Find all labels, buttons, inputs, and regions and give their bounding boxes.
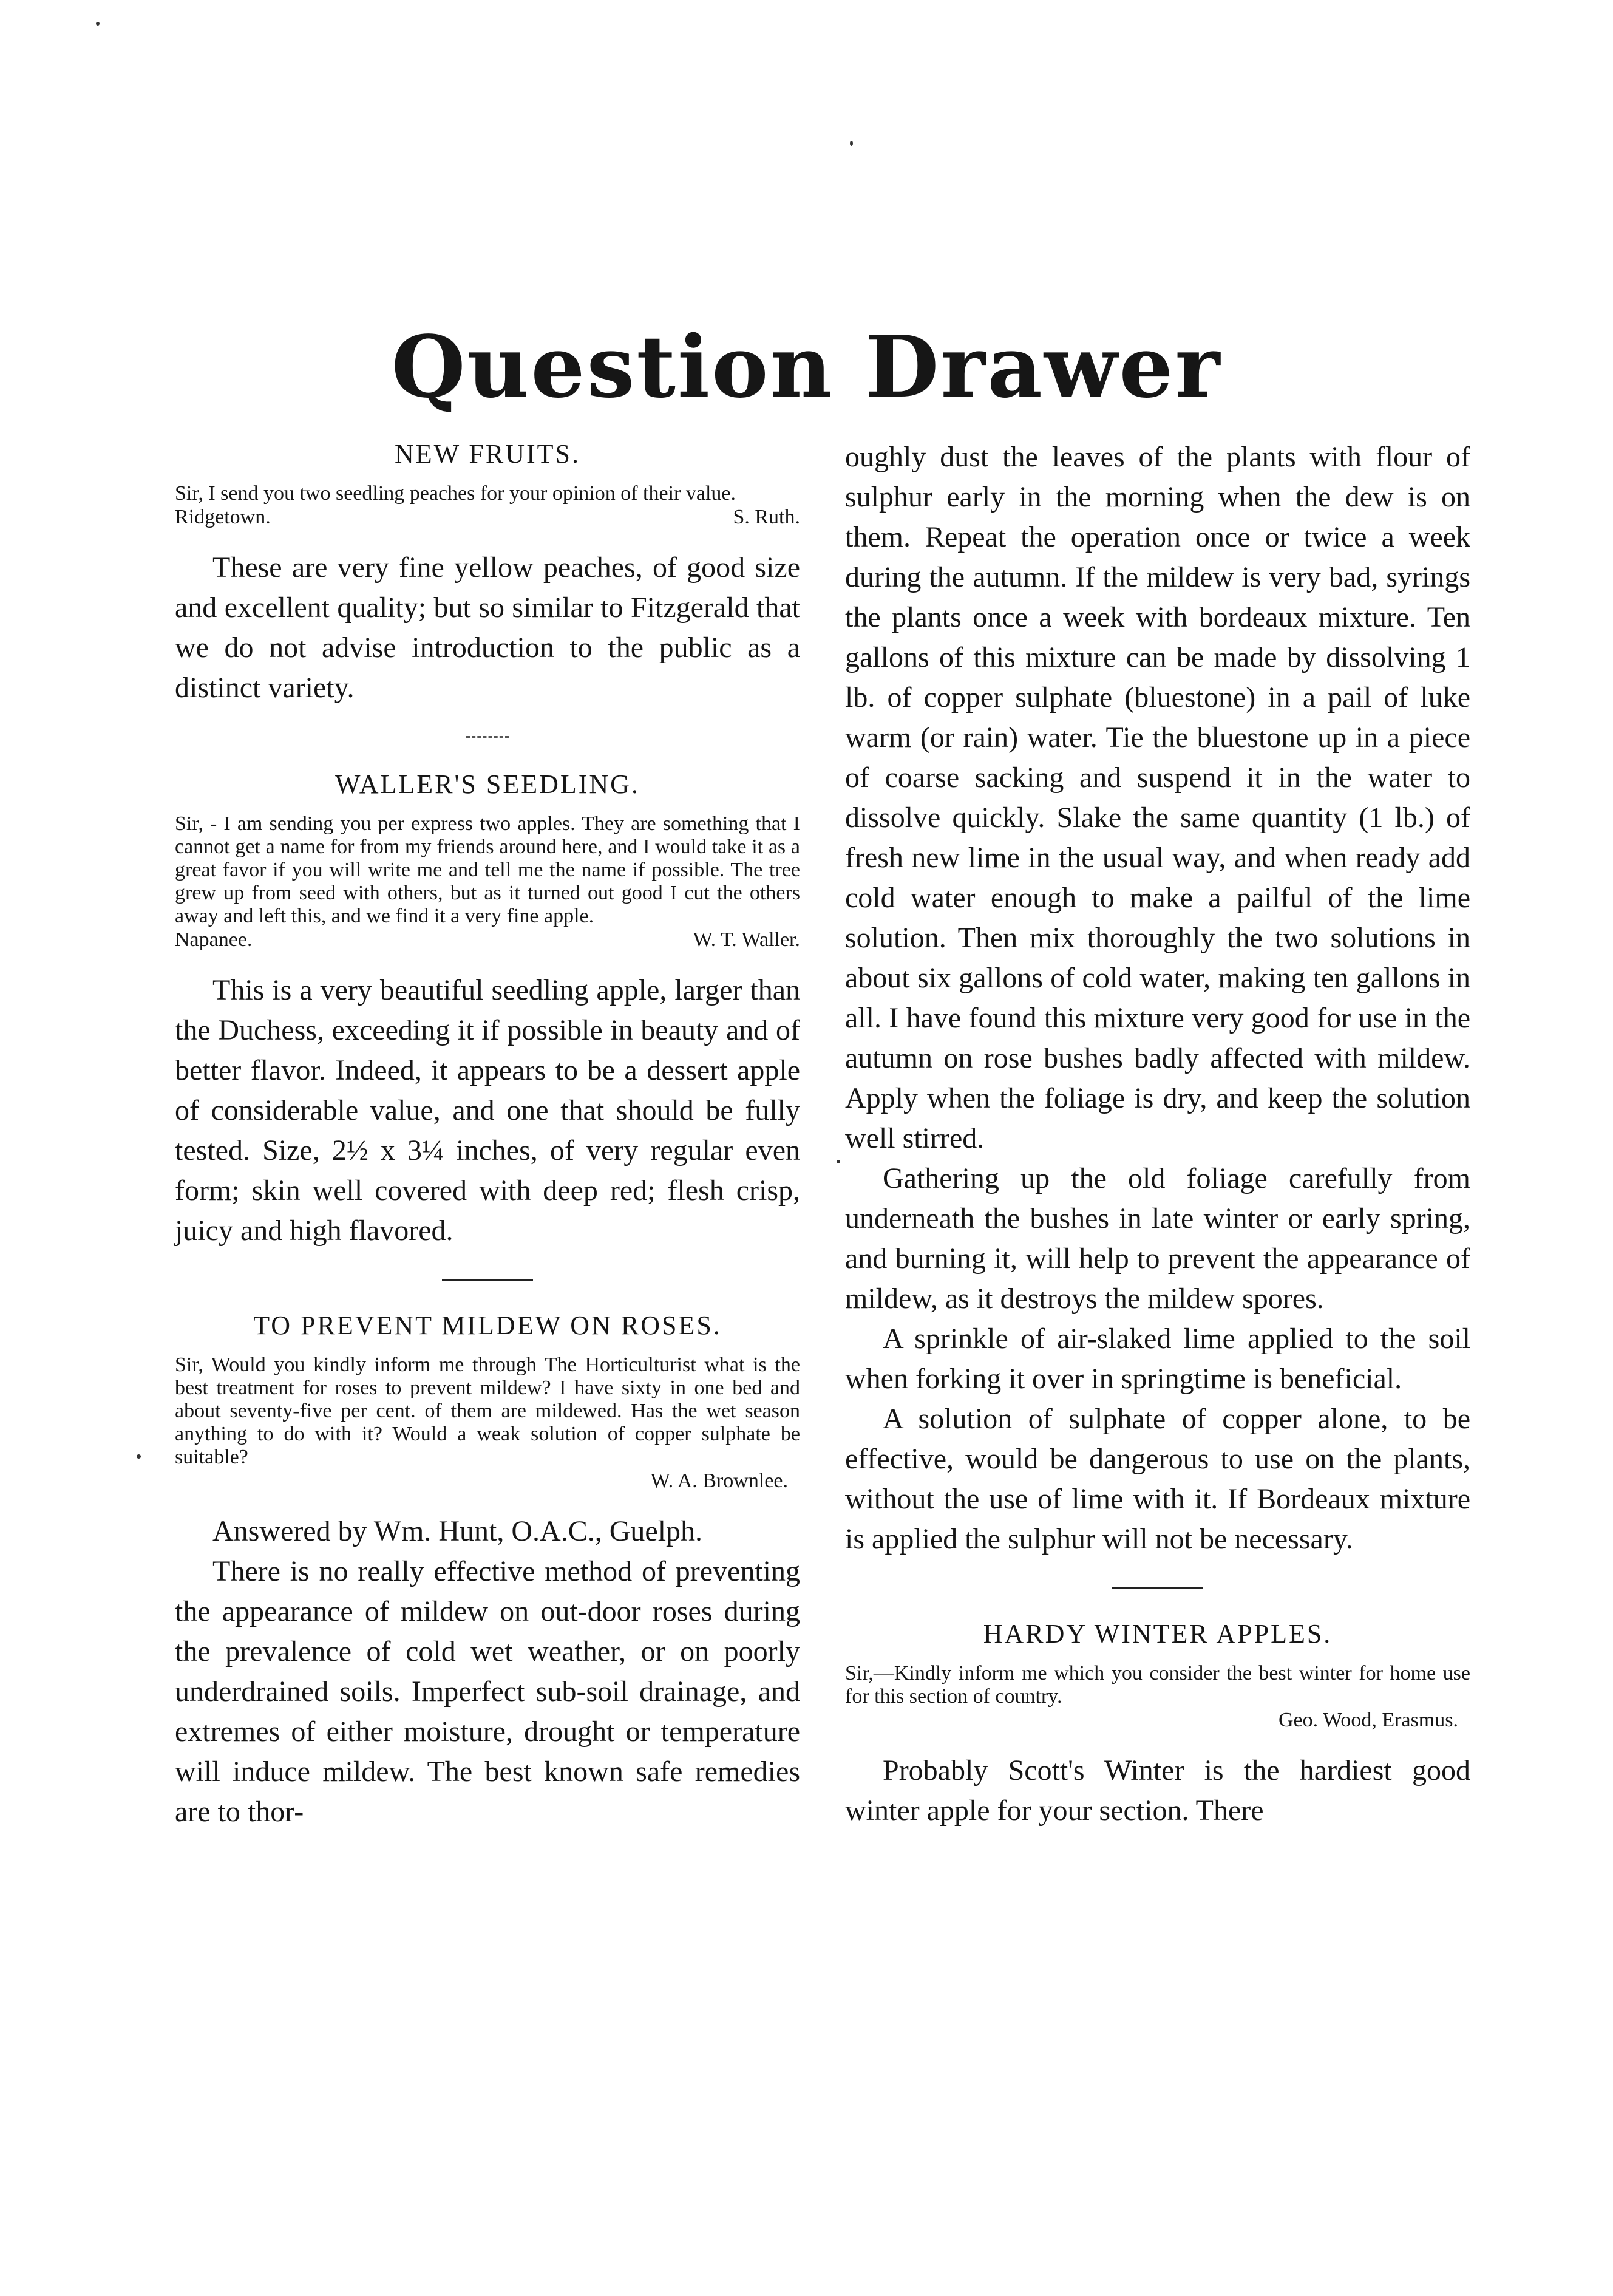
print-speck (137, 1454, 141, 1459)
reader-letter: Sir, - I am sending you per express two apples. They are something that I cannot get a name for from my friends around here, and I would take it as a great favor if you will write me and tell me the name if possible. The tree grew up from seed with others, but as it turned out good I cut the others away and left this, and we find it a very fine apple. (175, 812, 800, 927)
print-speck (96, 22, 100, 26)
section-divider (1112, 1587, 1203, 1589)
section-heading: HARDY WINTER APPLES. (983, 1619, 1333, 1649)
editor-answer: Probably Scott's Winter is the hardiest good winter apple for your section. There (845, 1754, 1470, 1827)
editor-answer-paragraph: Gathering up the old foliage carefully from underneath the bushes in late winter or early spring, and burning it, will help to prevent the appearance of mildew, as it destroys the mildew spores. (845, 1162, 1470, 1315)
letter-place: Ridgetown. (175, 506, 271, 528)
section-mildew (175, 1309, 800, 1832)
letter-signature-line (175, 505, 800, 530)
section-hardy-apples (845, 1617, 1470, 1831)
letter-signature: Geo. Wood, Erasmus. (1279, 1709, 1458, 1731)
letter-signature-line (175, 928, 800, 952)
letter-signature: W. A. Brownlee. (650, 1470, 788, 1492)
right-column (845, 437, 1470, 1831)
letter-signature: S. Ruth. (733, 506, 800, 528)
answered-by: Answered by Wm. Hunt, O.A.C., Guelph. (212, 1515, 703, 1547)
letter-signature-line (845, 1708, 1470, 1732)
reader-letter: Sir,—Kindly inform me which you consider the best winter for home use for this section of country. (845, 1662, 1470, 1708)
editor-answer-paragraph: A solution of sulphate of copper alone, to be effective, would be dangerous to use on the plants, without the use of lime with it. If Bordeaux mixture is applied the sulphur will not be necessary. (845, 1403, 1470, 1555)
reader-letter: Sir, I send you two seedling peaches for your opinion of their value. (175, 482, 736, 505)
section-heading: TO PREVENT MILDEW ON ROSES. (253, 1310, 722, 1340)
left-column (175, 437, 800, 1832)
editor-answer: There is no really effective method of preventing the appearance of mildew on out-door roses during the prevalence of cold wet weather, or on poorly underdrained soils. Imperfect sub-soil drainage, and extremes of either moisture, drought or temperature will induce mildew. The best known safe remedies are to thor- (175, 1555, 800, 1828)
editor-answer: This is a very beautiful seedling apple, larger than the Duchess, exceeding it if possible in beauty and of better flavor. Indeed, it appears to be a dessert apple of considerable value, and one that should be fully tested. Size, 2½ x 3¼ inches, of very regular even form; skin well covered with deep red; flesh crisp, juicy and high flavored. (175, 974, 800, 1247)
letter-signature: W. T. Waller. (693, 928, 800, 951)
section-divider (466, 736, 509, 740)
editor-answer-paragraph: A sprinkle of air-slaked lime applied to the soil when forking it over in springtime is beneficial. (845, 1323, 1470, 1395)
editor-answer-continued: oughly dust the leaves of the plants with flour of sulphur early in the morning when the dew is on them. Repeat the operation once or twice a week during the autumn. If the mildew is very bad, syrings the plants once a week with bordeaux mixture. Ten gallons of this mixture can be made by dissolving 1 lb. of copper sulphate (bluestone) in a pail of luke warm (or rain) water. Tie the bluestone up in a piece of coarse sacking and suspend it in the water to dissolve quickly. Slake the same quantity (1 lb.) of fresh new lime in the usual way, and when ready add cold water enough to make a pailful of the lime solution. Then mix thoroughly the two solutions in about six gallons of cold water, making ten gallons in all. I have found this mixture very good for use in the autumn on rose bushes badly affected with mildew. Apply when the foliage is dry, and keep the solution well stirred. (845, 441, 1470, 1154)
print-speck (850, 141, 853, 146)
section-heading: WALLER'S SEEDLING. (335, 769, 640, 799)
section-divider (442, 1279, 533, 1281)
letter-place: Napanee. (175, 928, 253, 951)
reader-letter: Sir, Would you kindly inform me through The Horticulturist what is the best treatment for roses to prevent mildew? I have sixty in one bed and about seventy-five per cent. of them are mildewed. Has the wet season anything to do with it? Would a weak solution of copper sulphate be suitable? (175, 1354, 800, 1468)
section-wallers-seedling (175, 768, 800, 1251)
editor-answer: These are very fine yellow peaches, of good size and excellent quality; but so similar to Fitzgerald that we do not advise introduction to the public as a distinct variety. (175, 551, 800, 704)
section-new-fruits (175, 437, 800, 708)
section-heading: NEW FRUITS. (395, 439, 580, 469)
print-speck (837, 1160, 840, 1163)
page-title: Question Drawer (391, 318, 1222, 417)
letter-signature-line (175, 1469, 800, 1493)
